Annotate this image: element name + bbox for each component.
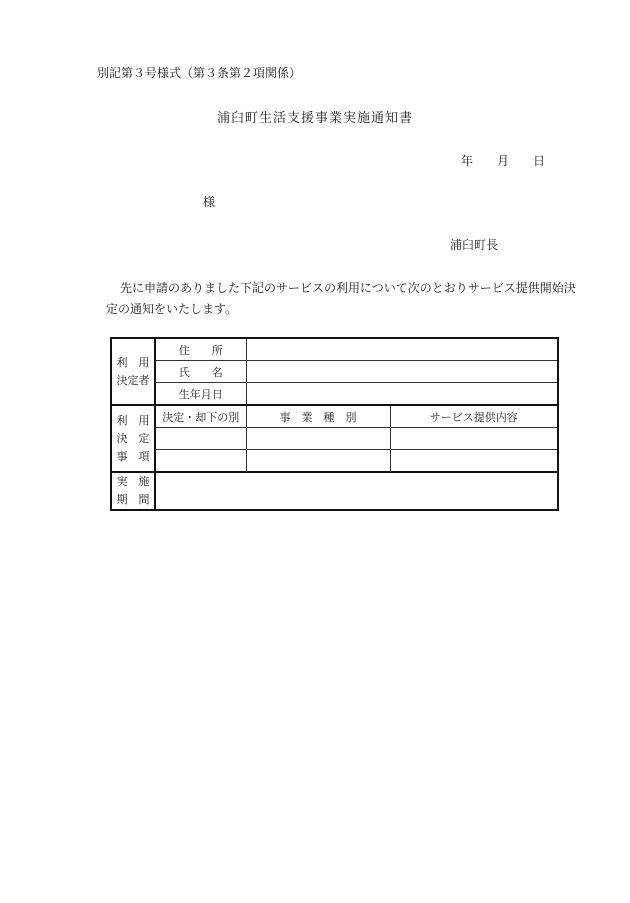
decision-type-cell[interactable] xyxy=(155,428,246,450)
form-number: 別記第３号様式（第３条第２項関係） xyxy=(97,66,302,80)
decision-type-cell[interactable] xyxy=(155,450,246,473)
address-field[interactable] xyxy=(246,338,558,361)
section-label-line: 決 定 xyxy=(116,431,150,445)
table-row xyxy=(111,338,558,361)
name-label: 氏 名 xyxy=(155,361,246,383)
issuer-name: 浦臼町長 xyxy=(450,238,499,252)
notice-table xyxy=(110,337,559,511)
document-title: 浦臼町生活支援事業実施通知書 xyxy=(216,111,413,126)
notice-body-line: 先に申請のありました下記のサービスの利用について次のとおりサービス提供開始決 xyxy=(120,281,576,295)
notice-body xyxy=(97,278,577,320)
service-category-cell[interactable] xyxy=(246,428,390,450)
service-content-cell[interactable] xyxy=(390,428,558,450)
service-category-cell[interactable] xyxy=(246,450,390,473)
decision-section-label xyxy=(111,405,155,472)
section-label-line: 実 施 xyxy=(116,475,150,488)
address-label: 住 所 xyxy=(155,338,246,361)
period-field[interactable] xyxy=(155,472,558,510)
section-label-line: 期 間 xyxy=(116,493,150,506)
service-content-cell[interactable] xyxy=(390,450,558,473)
notice-body-line: 定の通知をいたします。 xyxy=(106,302,238,316)
table-row xyxy=(111,361,558,383)
applicant-section-label xyxy=(111,338,155,405)
section-label-line: 決定者 xyxy=(116,373,150,387)
table-row xyxy=(111,472,558,510)
date-year-label: 年 xyxy=(461,154,474,168)
birthdate-field[interactable] xyxy=(246,383,558,406)
table-row xyxy=(111,450,558,473)
section-label-line: 事 項 xyxy=(116,449,150,463)
section-label-line: 利 用 xyxy=(116,413,150,427)
table-row xyxy=(111,405,558,428)
date-day-label: 日 xyxy=(533,154,546,168)
name-field[interactable] xyxy=(246,361,558,383)
date-month-label: 月 xyxy=(497,154,510,168)
table-row xyxy=(111,428,558,450)
section-label-line: 利 用 xyxy=(116,355,150,369)
recipient-honorific: 様 xyxy=(203,195,216,209)
table-row xyxy=(111,383,558,406)
birthdate-label: 生年月日 xyxy=(155,383,246,406)
service-content-header: サービス提供内容 xyxy=(390,405,558,428)
period-section-label xyxy=(111,472,155,510)
decision-type-header: 決定・却下の別 xyxy=(155,405,246,428)
service-category-header: 事 業 種 別 xyxy=(246,405,390,428)
